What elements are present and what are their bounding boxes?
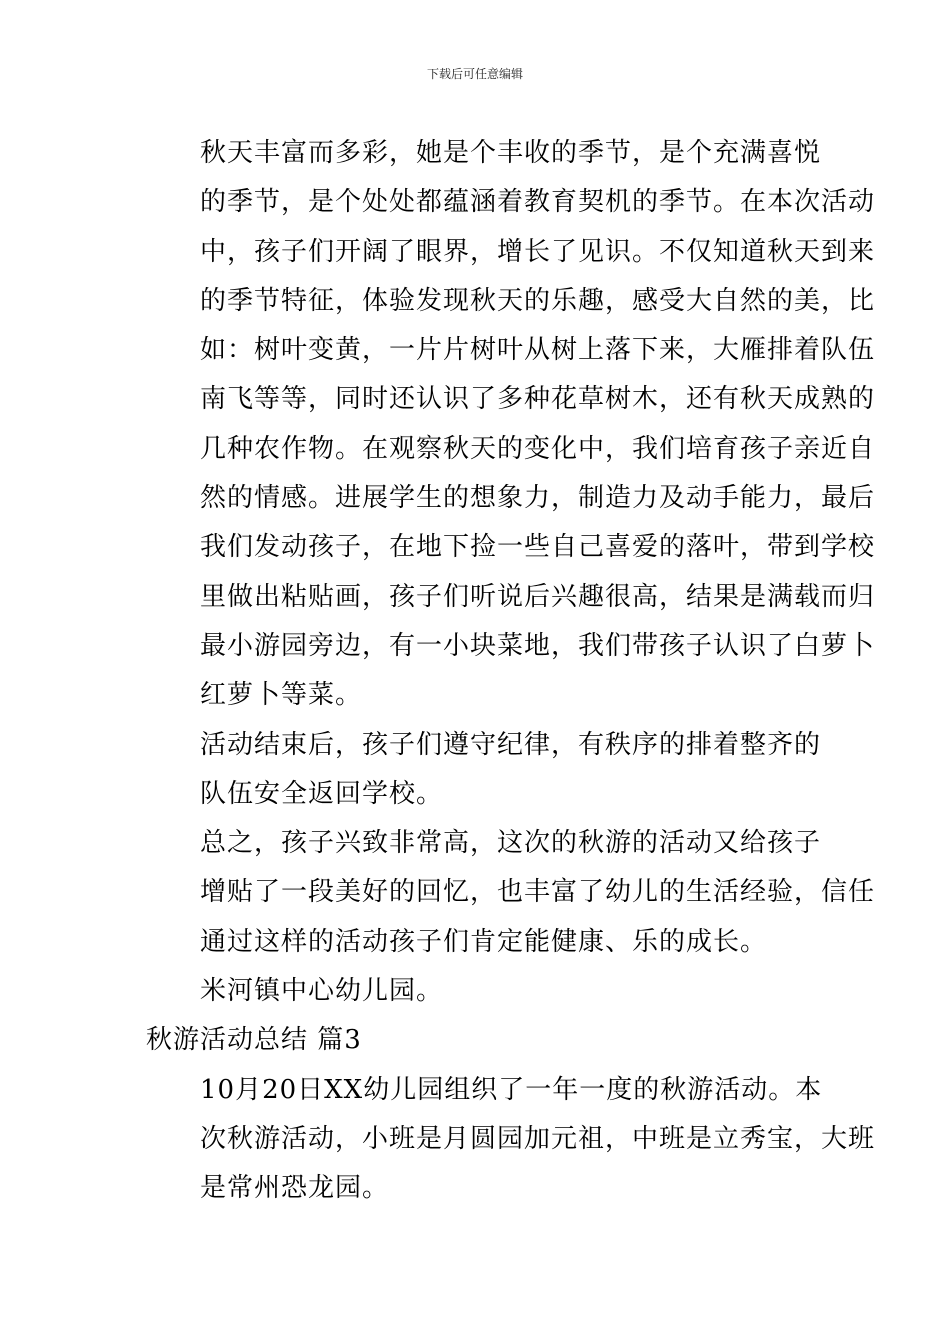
- section-title-text: 秋游活动总结 篇3: [146, 1025, 362, 1056]
- paragraph-section-intro: [146, 1066, 876, 1214]
- text-line: 里做出粘贴画，孩子们听说后兴趣很高，结果是满载而归: [200, 581, 876, 612]
- text-line: 如：树叶变黄，一片片树叶从树上落下来，大雁排着队伍: [200, 335, 876, 366]
- text-line: 队伍安全返回学校。: [200, 778, 444, 809]
- text-line: 的季节，是个处处都蕴涵着教育契机的季节。在本次活动: [200, 187, 876, 218]
- text-line: 几种农作物。在观察秋天的变化中，我们培育孩子亲近自: [200, 433, 876, 464]
- text-line: 活动结束后，孩子们遵守纪律，有秩序的排着整齐的: [200, 729, 822, 760]
- text-line: 我们发动孩子，在地下捡一些自己喜爱的落叶，带到学校: [200, 532, 876, 563]
- text-line: 总之，孩子兴致非常高，这次的秋游的活动又给孩子: [200, 828, 822, 859]
- text-line: 最小游园旁边，有一小块菜地，我们带孩子认识了白萝卜: [200, 630, 876, 661]
- text-line: 的季节特征，体验发现秋天的乐趣，感受大自然的美，比: [200, 285, 876, 316]
- text-line: 通过这样的活动孩子们肯定能健康、乐的成长。: [200, 926, 768, 957]
- paragraph-activity-end: [146, 721, 822, 820]
- text-line: 红萝卜等菜。: [200, 680, 363, 711]
- paragraph-autumn-description: [146, 129, 876, 721]
- body-text: [146, 129, 876, 1214]
- text-line: 南飞等等，同时还认识了多种花草树木，还有秋天成熟的: [200, 384, 876, 415]
- text-line: 然的情感。进展学生的想象力，制造力及动手能力，最后: [200, 483, 876, 514]
- text-line: 10月20日XX幼儿园组织了一年一度的秋游活动。本: [200, 1074, 823, 1105]
- paragraph-summary: [146, 819, 876, 967]
- text-line: 秋天丰富而多彩，她是个丰收的季节，是个充满喜悦: [200, 138, 822, 168]
- text-line: 增贴了一段美好的回忆，也丰富了幼儿的生活经验，信任: [200, 877, 876, 908]
- page-header-note: 下载后可任意编辑: [426, 67, 523, 81]
- text-line: 米河镇中心幼儿园。: [200, 976, 444, 1007]
- text-line: 次秋游活动，小班是月圆园加元祖，中班是立秀宝，大班: [200, 1123, 876, 1154]
- paragraph-signature: [146, 967, 811, 1016]
- text-line: 是常州恐龙园。: [200, 1173, 390, 1204]
- section-title: [146, 1016, 811, 1065]
- text-line: 中，孩子们开阔了眼界，增长了见识。不仅知道秋天到来: [200, 236, 876, 267]
